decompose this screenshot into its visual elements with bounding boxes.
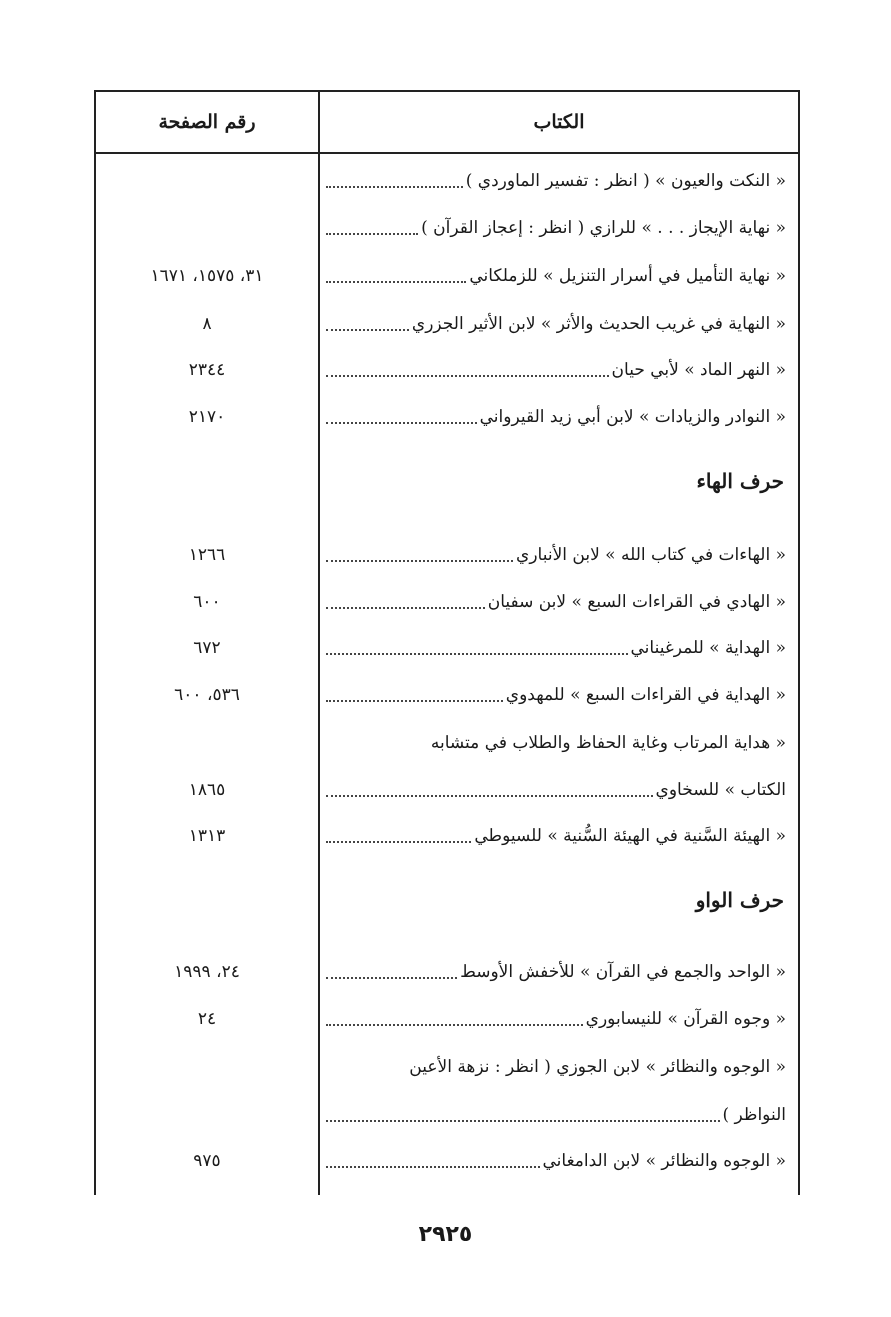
book-title — [326, 353, 786, 387]
page-references: ٣١، ١٥٧٥، ١٦٧١ — [150, 266, 264, 286]
page-references — [96, 726, 318, 760]
index-row — [96, 1002, 798, 1036]
dot-leader — [326, 1166, 540, 1168]
book-title-text: « الهداية في القراءات السبع » للمهدوي — [505, 685, 786, 705]
dot-leader — [326, 281, 466, 283]
index-row — [96, 353, 798, 387]
section-heading: حرف الواو — [695, 888, 784, 912]
book-title-text: « الوجوه والنظائر » لابن الجوزي ( انظر : نزهة الأعين — [409, 1057, 786, 1077]
dot-leader — [326, 653, 628, 655]
book-title — [326, 307, 786, 341]
book-title — [326, 1050, 786, 1084]
header-divider — [96, 152, 798, 154]
book-title-text: « الهداية » للمرغيناني — [630, 638, 786, 658]
book-title — [326, 400, 786, 434]
book-title-text: « نهاية الإيجاز . . . » للرازي ( انظر : إعجاز القرآن ) — [421, 218, 786, 238]
page-references: ١٣١٣ — [188, 826, 226, 846]
book-title-text: النواظر ) — [722, 1105, 786, 1125]
dot-leader — [326, 977, 457, 979]
page-references: ٢٤، ١٩٩٩ — [174, 962, 240, 982]
index-row — [96, 678, 798, 712]
index-row — [96, 307, 798, 341]
book-title — [326, 538, 786, 572]
page-references: ٥٣٦، ٦٠٠ — [174, 685, 240, 705]
index-row — [96, 211, 798, 245]
index-row — [96, 585, 798, 619]
dot-leader — [326, 1120, 720, 1122]
index-row — [96, 1098, 798, 1132]
page-references: ٢١٧٠ — [188, 407, 226, 427]
book-title — [326, 631, 786, 665]
book-title — [326, 1144, 786, 1178]
page-references: ١٨٦٥ — [188, 780, 226, 800]
column-header-book: الكتاب — [533, 111, 585, 133]
index-row — [96, 400, 798, 434]
book-title — [326, 1098, 786, 1132]
index-table — [94, 90, 800, 1195]
page-references: ١٢٦٦ — [188, 545, 226, 565]
page-number: ٢٩٢٥ — [418, 1222, 473, 1247]
book-title — [326, 819, 786, 853]
book-title-text: « الهاءات في كتاب الله » لابن الأنباري — [516, 545, 786, 565]
index-row — [96, 773, 798, 807]
dot-leader — [326, 1024, 583, 1026]
dot-leader — [326, 841, 471, 843]
section-heading: حرف الهاء — [696, 469, 784, 493]
page-references — [96, 211, 318, 245]
column-header-page: رقم الصفحة — [158, 111, 256, 133]
dot-leader — [326, 375, 609, 377]
page-references — [96, 1098, 318, 1132]
index-row — [96, 631, 798, 665]
dot-leader — [326, 233, 418, 235]
book-title — [326, 773, 786, 807]
index-row — [96, 819, 798, 853]
dot-leader — [326, 700, 503, 702]
book-title-text: « النكت والعيون » ( انظر : تفسير الماوردي ) — [465, 171, 786, 191]
dot-leader — [326, 607, 485, 609]
book-title-text: « النهاية في غريب الحديث والأثر » لابن الأثير الجزري — [411, 314, 786, 334]
book-title-text: « الوجوه والنظائر » لابن الدامغاني — [542, 1151, 786, 1171]
dot-leader — [326, 422, 477, 424]
index-row — [96, 1050, 798, 1084]
book-title — [326, 955, 786, 989]
dot-leader — [326, 186, 463, 188]
index-row — [96, 955, 798, 989]
book-title-text: « نهاية التأميل في أسرار التنزيل » للزملكاني — [469, 266, 786, 286]
book-title-text: « النوادر والزيادات » لابن أبي زيد القيرواني — [479, 407, 786, 427]
index-row — [96, 259, 798, 293]
book-title-text: « هداية المرتاب وغاية الحفاظ والطلاب في متشابه — [430, 733, 786, 753]
page-references: ٢٣٤٤ — [188, 360, 226, 380]
index-row — [96, 1144, 798, 1178]
book-title — [326, 726, 786, 760]
book-title-text: « وجوه القرآن » للنيسابوري — [585, 1009, 786, 1029]
book-title — [326, 585, 786, 619]
page-references: ٦٠٠ — [193, 592, 221, 612]
book-title-text: « الهيئة السَّنية في الهيئة السُّنية » للسيوطي — [474, 826, 786, 846]
index-row — [96, 538, 798, 572]
book-title — [326, 1002, 786, 1036]
book-title-text: « الهادي في القراءات السبع » لابن سفيان — [487, 592, 786, 612]
dot-leader — [326, 795, 653, 797]
page-references — [96, 164, 318, 198]
index-row — [96, 726, 798, 760]
dot-leader — [326, 329, 409, 331]
page-references: ٢٤ — [197, 1009, 217, 1029]
book-title — [326, 164, 786, 198]
dot-leader — [326, 560, 513, 562]
book-title-text: « الواحد والجمع في القرآن » للأخفش الأوسط — [460, 962, 786, 982]
book-title-text: الكتاب » للسخاوي — [655, 780, 786, 800]
book-title — [326, 259, 786, 293]
page-references — [96, 1050, 318, 1084]
book-title — [326, 678, 786, 712]
page-references: ٦٧٢ — [193, 638, 221, 658]
index-row — [96, 164, 798, 198]
page-references: ٩٧٥ — [193, 1151, 221, 1171]
book-title-text: « النهر الماد » لأبي حيان — [611, 360, 786, 380]
page-references: ٨ — [202, 314, 212, 334]
book-title — [326, 211, 786, 245]
